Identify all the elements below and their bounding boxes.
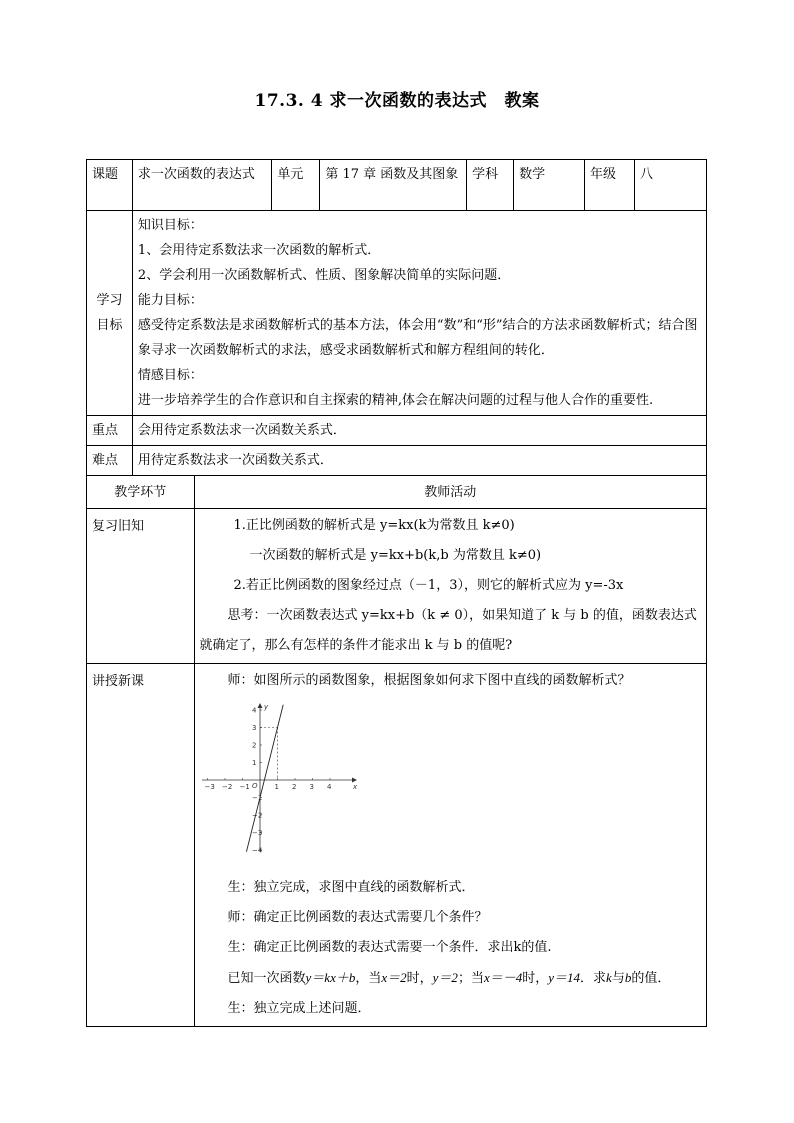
new-lesson-content	[194, 664, 706, 1027]
lesson-5-k: k	[606, 970, 612, 985]
lesson-5-c2: y＝2	[432, 970, 458, 985]
review-row	[87, 509, 707, 664]
grade-label: 年级	[585, 160, 635, 211]
objectives-label	[87, 211, 133, 416]
lesson-5-f: ．求	[580, 971, 607, 986]
x-tick-label: −2	[221, 783, 232, 791]
unit-value	[320, 160, 467, 211]
lesson-line-4: 生：确定正比例函数的表达式需要一个条件．求出k的值.	[227, 940, 552, 955]
y-tick-label: −3	[251, 829, 262, 837]
y-ticks	[252, 707, 263, 855]
y-axis-arrow	[257, 703, 262, 708]
grade-value: 八	[635, 160, 707, 211]
key-point-value: 会用待定系数法求一次函数关系式．	[132, 416, 706, 446]
objectives-row	[87, 211, 707, 416]
x-tick-label: −1	[239, 783, 250, 791]
y-tick-label: −4	[251, 846, 262, 855]
lesson-5-c3: x＝－4	[483, 970, 523, 985]
ability-heading: 能力目标：	[137, 293, 203, 308]
knowledge-heading: 知识目标：	[137, 218, 203, 233]
y-tick-label: −2	[251, 811, 262, 820]
knowledge-item-1: 1、会用待定系数法求一次函数的解析式．	[137, 243, 381, 258]
new-lesson-row	[87, 664, 707, 1027]
x-axis-arrow	[352, 778, 357, 783]
y-tick-label: 3	[251, 724, 256, 732]
x-axis-label: x	[352, 783, 357, 791]
emotion-heading: 情感目标：	[137, 368, 203, 383]
x-tick-label: 1	[274, 783, 279, 791]
lesson-line-5	[200, 963, 701, 994]
objectives-content	[132, 211, 706, 416]
function-graph	[200, 702, 360, 857]
y-tick-label: −1	[251, 794, 262, 802]
lesson-5-func: y＝kx＋b	[305, 970, 356, 985]
lesson-line-2: 生：独立完成，求图中直线的函数解析式．	[227, 880, 475, 895]
review-label: 复习旧知	[87, 509, 195, 664]
lesson-5-g: 与	[611, 971, 625, 986]
review-line-1: 1.正比例函数的解析式是 y=kx(k为常数且 k≠0)	[233, 518, 515, 533]
lesson-5-a: 已知一次函数	[227, 971, 306, 986]
lesson-5-c1: x＝2	[381, 970, 407, 985]
unit-value-text: 第 17 章 函数及其图象	[325, 167, 459, 182]
lesson-line-1: 师：如图所示的函数图象，根据图象如何求下图中直线的函数解析式？	[227, 673, 631, 688]
ability-text: 感受待定系数法是求函数解析式的基本方法，体会用“数”和“形”结合的方法求函数解析式；结合图象寻求一次函数解析式的求法，感受求函数解析式和解方程组间的转化．	[137, 318, 698, 358]
emotion-text: 进一步培养学生的合作意识和自主探索的精神,体会在解决问题的过程与他人合作的重要性.	[137, 393, 654, 408]
topic-value: 求一次函数的表达式	[132, 160, 271, 211]
activity-header-row	[87, 476, 707, 509]
lesson-5-bvar: b	[624, 970, 632, 985]
x-tick-label: 2	[291, 783, 296, 791]
review-content	[194, 509, 706, 664]
y-tick-label: 1	[251, 759, 256, 767]
knowledge-item-2: 2、学会利用一次函数解析式、性质、图象解决简单的实际问题．	[137, 268, 511, 283]
difficulty-row	[87, 446, 707, 476]
subject-label: 学科	[467, 160, 514, 211]
subject-value: 数学	[514, 160, 585, 211]
lesson-5-h: 的值．	[631, 971, 671, 986]
y-tick-label: 2	[251, 741, 256, 750]
x-tick-label: −3	[204, 783, 215, 791]
x-tick-label: 4	[326, 783, 331, 791]
teacher-header: 教师活动	[194, 476, 706, 509]
difficulty-label: 难点	[87, 446, 133, 476]
difficulty-value: 用待定系数法求一次函数关系式．	[132, 446, 706, 476]
key-point-row	[87, 416, 707, 446]
lesson-line-3: 师：确定正比例函数的表达式需要几个条件？	[227, 910, 488, 925]
lesson-5-c4: y＝14	[548, 970, 581, 985]
topic-label: 课题	[87, 160, 133, 211]
origin-label: O	[251, 782, 258, 790]
review-line-2: 一次函数的解析式是 y=kx+b(k,b 为常数且 k≠0)	[249, 548, 542, 563]
new-lesson-label: 讲授新课	[87, 664, 195, 1027]
objectives-label-1: 学习	[96, 293, 123, 308]
x-tick-label: 3	[309, 783, 314, 791]
objectives-label-2: 目标	[96, 318, 123, 333]
key-point-label: 重点	[87, 416, 133, 446]
info-row	[87, 160, 707, 211]
review-line-3: 2.若正比例函数的图象经过点（－1，3），则它的解析式应为 y=-3x	[233, 578, 624, 593]
lesson-5-d: ；当	[457, 971, 484, 986]
review-line-4: 思考：一次函数表达式 y=kx+b（k ≠ 0），如果知道了 k 与 b 的值，函数表达式就确定了，那么有怎样的条件才能求出 k 与 b 的值呢?	[199, 608, 697, 653]
y-tick-label: 4	[251, 706, 256, 715]
page-title: 17.3. 4 求一次函数的表达式 教案	[254, 91, 540, 111]
lesson-5-c: 时，	[406, 971, 433, 986]
unit-label: 单元	[272, 160, 320, 211]
stage-header: 教学环节	[87, 476, 195, 509]
lesson-5-e: 时，	[522, 971, 549, 986]
lesson-5-b: ，当	[355, 971, 382, 986]
y-axis-label: y	[263, 703, 268, 711]
lesson-line-6: 生：独立完成上述问题．	[227, 1001, 371, 1016]
lesson-plan-table	[86, 159, 707, 1027]
